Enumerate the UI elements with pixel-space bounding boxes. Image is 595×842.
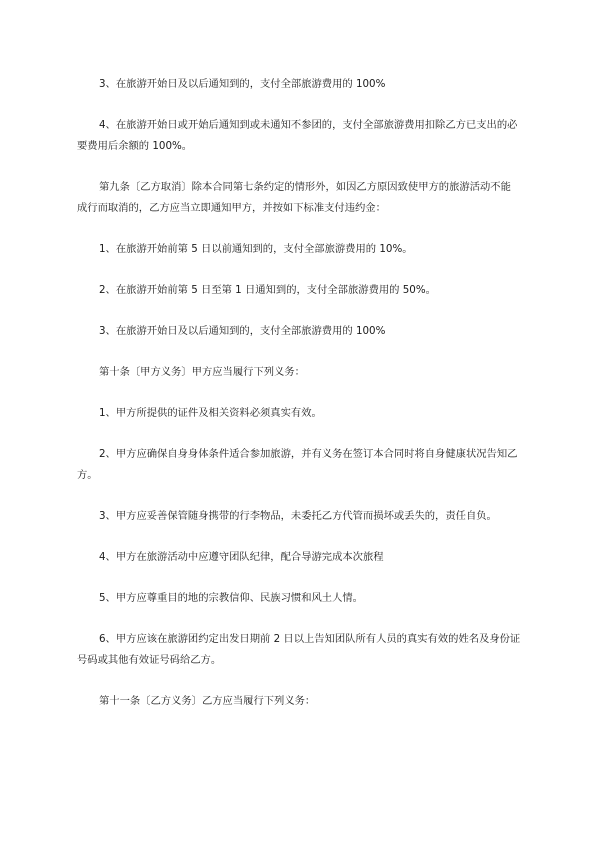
paragraph-article-10: 第十条〔甲方义务〕甲方应当履行下列义务： [99, 366, 305, 378]
paragraph-party-a-duty-6: 6、甲方应该在旅游团约定出发日期前 2 日以上告知团队所有人员的真实有效的姓名及身份证号码或其他有效证号码给乙方。 [77, 633, 521, 666]
paragraph-article-9: 第九条〔乙方取消〕除本合同第七条约定的情形外，如因乙方原因致使甲方的旅游活动不能成行而取消的，乙方应当立即通知甲方，并按如下标准支付违约金： [77, 181, 511, 214]
paragraph-article-11: 第十一条〔乙方义务〕乙方应当履行下列义务： [99, 695, 316, 707]
document-body [77, 74, 521, 732]
paragraph-penalty-item-1: 1、在旅游开始前第 5 日以前通知到的，支付全部旅游费用的 10%。 [99, 243, 413, 255]
paragraph-penalty-item-2: 2、在旅游开始前第 5 日至第 1 日通知到的，支付全部旅游费用的 50%。 [99, 284, 436, 296]
paragraph-party-a-duty-1: 1、甲方所提供的证件及相关资料必须真实有效。 [99, 407, 322, 419]
paragraph-party-a-duty-2: 2、甲方应确保自身身体条件适合参加旅游，并有义务在签订本合同时将自身健康状况告知乙方。 [77, 448, 518, 481]
paragraph-party-a-duty-3: 3、甲方应妥善保管随身携带的行李物品，未委托乙方代管而损坏或丢失的，责任自负。 [99, 510, 497, 522]
paragraph-cancel-item-3: 3、在旅游开始日及以后通知到的，支付全部旅游费用的 100% [99, 78, 386, 90]
paragraph-party-a-duty-4: 4、甲方在旅游活动中应遵守团队纪律，配合导游完成本次旅程 [99, 551, 384, 563]
paragraph-penalty-item-3: 3、在旅游开始日及以后通知到的，支付全部旅游费用的 100% [99, 325, 386, 337]
paragraph-cancel-item-4: 4、在旅游开始日或开始后通知到或未通知不参团的，支付全部旅游费用扣除乙方已支出的必要费用后余额的 100%。 [77, 119, 518, 152]
paragraph-party-a-duty-5: 5、甲方应尊重目的地的宗教信仰、民族习惯和风土人情。 [99, 592, 363, 604]
